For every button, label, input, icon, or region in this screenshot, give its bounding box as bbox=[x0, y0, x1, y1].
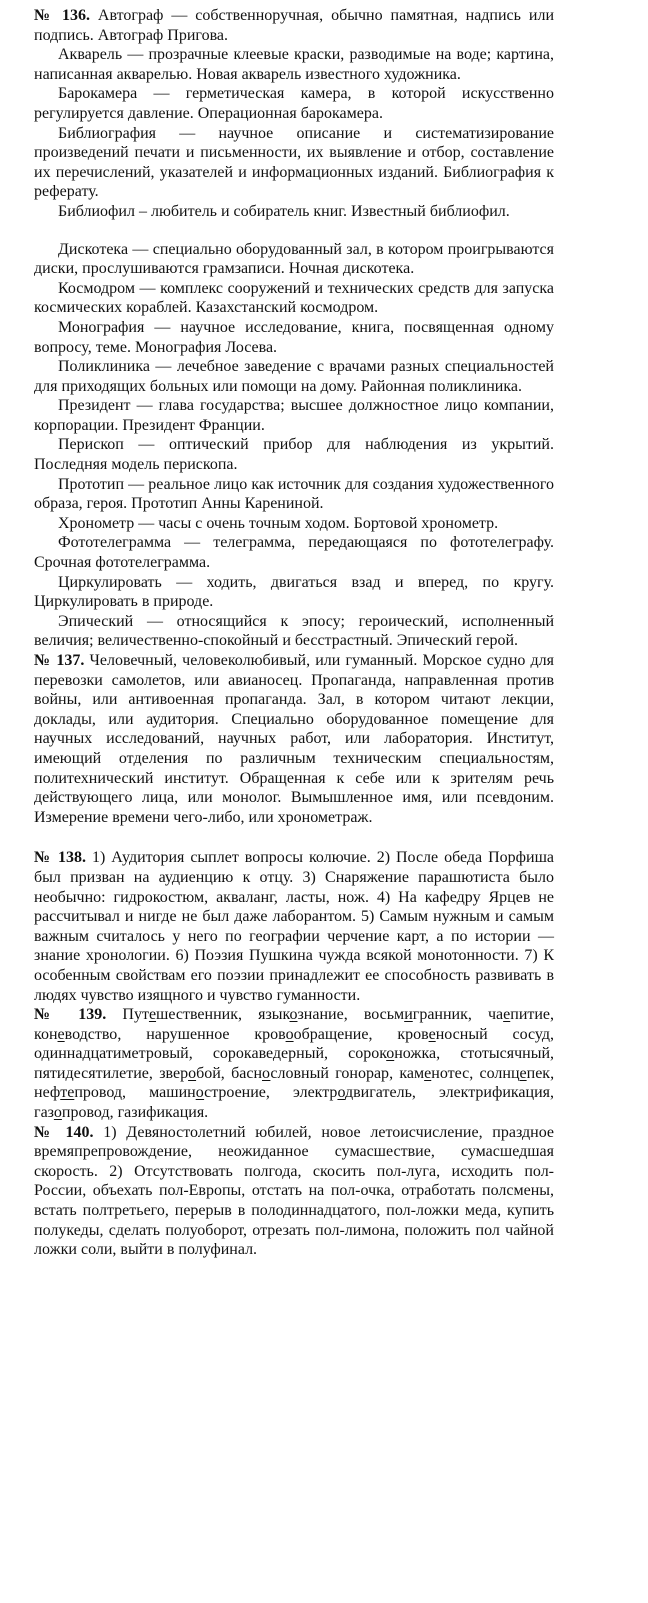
connecting-vowel: е bbox=[503, 1006, 511, 1024]
compound-word: пятидесятилетие bbox=[34, 1064, 149, 1082]
definition-paragraph: Перископ — оптический прибор для наблюдения из укрытий. Последняя модель перископа. bbox=[34, 436, 554, 474]
compound-word: нарушенное кровообращение bbox=[146, 1025, 369, 1043]
compound-word: восьмигранник bbox=[363, 1006, 468, 1024]
definition-text: Автограф — собственноручная, обычно памятная, надпись или подпись. Автограф Пригова. bbox=[34, 7, 555, 44]
connecting-vowel: о bbox=[53, 1104, 62, 1122]
connecting-vowel: о bbox=[262, 1064, 271, 1082]
exercise-139-text: № 139. Путешественник, языкознание, восьмигранник, чаепитие, коневодство, нарушенное кровообращение, кровеносный сосуд, одиннадцатиметровый, сорокаведерный, сороконожка, стотысячный, пятидесятилетие, зверобой, баснословный гонорар, каменотес, солнцепек, нефтепровод, машиностроение, электродвигатель, электрификация, газопровод, газификация. bbox=[34, 1006, 555, 1122]
compound-word: стотысячный bbox=[460, 1045, 550, 1063]
compound-word: чаепитие bbox=[487, 1006, 551, 1024]
compound-word: солнцепек bbox=[479, 1064, 551, 1082]
compound-word: сорокаведерный bbox=[212, 1045, 325, 1063]
exercise-140 bbox=[34, 1123, 554, 1260]
connecting-vowel: те bbox=[60, 1084, 75, 1102]
compound-word: коневодство bbox=[34, 1025, 118, 1043]
compound-word: нефтепровод bbox=[34, 1084, 123, 1102]
definition-list-b bbox=[34, 240, 554, 651]
document-page bbox=[34, 6, 554, 1260]
definition-paragraph: Барокамера — герметическая камера, в которой искусственно регулируется давление. Операционная барокамера. bbox=[34, 85, 554, 122]
exercise-136-first bbox=[34, 6, 554, 45]
definition-paragraph: Монография — научное исследование, книга, посвященная одному вопросу, теме. Монография Лосева. bbox=[34, 318, 554, 356]
compound-word: электродвигатель bbox=[293, 1084, 412, 1102]
connecting-vowel: е bbox=[57, 1025, 65, 1043]
compound-word: газопровод bbox=[34, 1104, 110, 1122]
compound-word: баснословный гонорар bbox=[231, 1064, 390, 1082]
definition-paragraph: Дискотека — специально оборудованный зал, в котором проигрываются диски, прослушиваются грамзаписи. Ночная дискотека. bbox=[34, 240, 554, 278]
connecting-vowel: е bbox=[519, 1064, 527, 1082]
connecting-vowel: е bbox=[148, 1006, 157, 1024]
exercise-136 bbox=[34, 6, 554, 651]
connecting-vowel: о bbox=[337, 1084, 345, 1102]
definition-paragraph: Прототип — реальное лицо как источник для создания художественного образа, героя. Прототип Анны Карениной. bbox=[34, 475, 554, 513]
exercise-140-text bbox=[34, 1123, 554, 1260]
exercise-body: Человечный, человеколюбивый, или гуманный. Морское судно для перевозки самолетов, или авианосец. Пропаганда, направленная против войны, или антивоенная пропаганда. Зал, в котором читают лекции, доклады, или аудитория. Специально оборудованное помещение для научных исследований, научных работ, или лаборатория. Институт, имеющий отделения по различным техническим специальностям, политехнический институт. Обращенная к себе или к зрителям речь действующего лица, или монолог. Вымышленное имя, или псевдоним. Измерение времени чего-либо, или хронометраж. bbox=[34, 652, 554, 826]
compound-word: зверобой bbox=[159, 1064, 221, 1082]
exercise-number: № 137. bbox=[34, 652, 85, 669]
exercise-139 bbox=[34, 1005, 554, 1123]
compound-word: одиннадцатиметровый bbox=[34, 1045, 189, 1063]
definition-paragraph: Президент — глава государства; высшее должностное лицо компании, корпорации. Президент Франции. bbox=[34, 397, 554, 434]
definition-paragraph: Эпический — относящийся к эпосу; героический, исполненный величия; величественно-спокойный и бесстрастный. Эпический герой. bbox=[34, 612, 554, 650]
exercise-number: № 138. bbox=[34, 849, 86, 867]
connecting-vowel: о bbox=[386, 1045, 395, 1063]
exercise-137 bbox=[34, 651, 554, 827]
compound-word: сороконожка bbox=[348, 1045, 437, 1063]
exercise-138-text bbox=[34, 848, 554, 1005]
exercise-137-text bbox=[34, 651, 554, 827]
connecting-vowel: о bbox=[289, 1006, 298, 1024]
definition-list-a bbox=[34, 45, 554, 221]
compound-word: газификация bbox=[117, 1104, 205, 1122]
definition-paragraph: Библиография — научное описание и систематизирование произведений печати и письменности, их выявление и отбор, составление их перечислений, указателей и информационных изданий. Библиография к реферату. bbox=[34, 124, 554, 201]
definition-paragraph: Космодром — комплекс сооружений и технических средств для запуска космических кораблей. Казахстанский космодром. bbox=[34, 279, 554, 317]
definition-paragraph: Фототелеграмма — телеграмма, передающаяся по фототелеграфу. Срочная фототелеграмма. bbox=[34, 534, 554, 572]
compound-word: кровеносный сосуд bbox=[397, 1025, 551, 1043]
connecting-vowel: е bbox=[428, 1025, 436, 1043]
exercise-number: № 136. bbox=[34, 7, 90, 24]
exercise-number: № 140. bbox=[34, 1123, 94, 1141]
definition-paragraph: Библиофил – любитель и собиратель книг. Известный библиофил. bbox=[58, 202, 510, 220]
connecting-vowel: о bbox=[188, 1064, 197, 1082]
connecting-vowel: о bbox=[195, 1084, 205, 1102]
definition-paragraph: Акварель — прозрачные клеевые краски, разводимые на воде; картина, написанная акварелью. Новая акварель известного художника. bbox=[34, 46, 554, 83]
connecting-vowel: и bbox=[404, 1006, 413, 1024]
exercise-body: 1) Девяностолетний юбилей, новое летоисчисление, праздное времяпрепровождение, неожиданное сумасшествие, сумасшедшая скорость. 2) Отсутствовать полгода, скосить пол-луга, исходить пол-России, объехать пол-Европы, отстать на пол-очка, отработать полсмены, встать полтретьего, перерыв в полодиннадцатого, пол-ложки меда, купить полукеды, сделать полуоборот, отрезать пол-лимона, положить пол чайной ложки соли, выйти в полуфинал. bbox=[34, 1123, 554, 1259]
paragraph-gap bbox=[34, 222, 554, 240]
compound-word: языкознание bbox=[258, 1006, 344, 1024]
compound-word: Путешественник bbox=[122, 1006, 238, 1024]
compound-word: электрификация bbox=[438, 1084, 551, 1102]
compound-word: каменотес bbox=[399, 1064, 470, 1082]
connecting-vowel: е bbox=[424, 1064, 432, 1082]
section-gap bbox=[34, 827, 554, 845]
definition-paragraph: Хронометр — часы с очень точным ходом. Бортовой хронометр. bbox=[58, 514, 499, 532]
definition-paragraph: Поликлиника — лечебное заведение с врачами разных специальностей для приходящих больных или помощи на дому. Районная поликлиника. bbox=[34, 358, 554, 395]
definition-paragraph: Циркулировать — ходить, двигаться взад и вперед, по кругу. Циркулировать в природе. bbox=[34, 573, 554, 611]
exercise-number: № 139. bbox=[34, 1006, 107, 1024]
compound-word: машиностроение bbox=[149, 1084, 266, 1102]
exercise-body: 1) Аудитория сыплет вопросы колючие. 2) После обеда Порфиша был призван на аудиенцию к отцу. 3) Снаряжение парашютиста было необычно: гидрокостюм, акваланг, ласты, нож. 4) На кафедру Ярцев не рассчитывал и нигде не был даже лаборантом. 5) Самым нужным и самым важным считалось у него по географии черчение карт, а по истории — знание хронологии. 6) Поэзия Пушкина чужда всякой монотонности. 7) К особенным свойствам его поэзии принадлежит ее способность развивать в людях чувство изящного и чувство гуманности. bbox=[34, 849, 555, 1004]
connecting-vowel: о bbox=[285, 1025, 294, 1043]
exercise-138 bbox=[34, 848, 554, 1005]
